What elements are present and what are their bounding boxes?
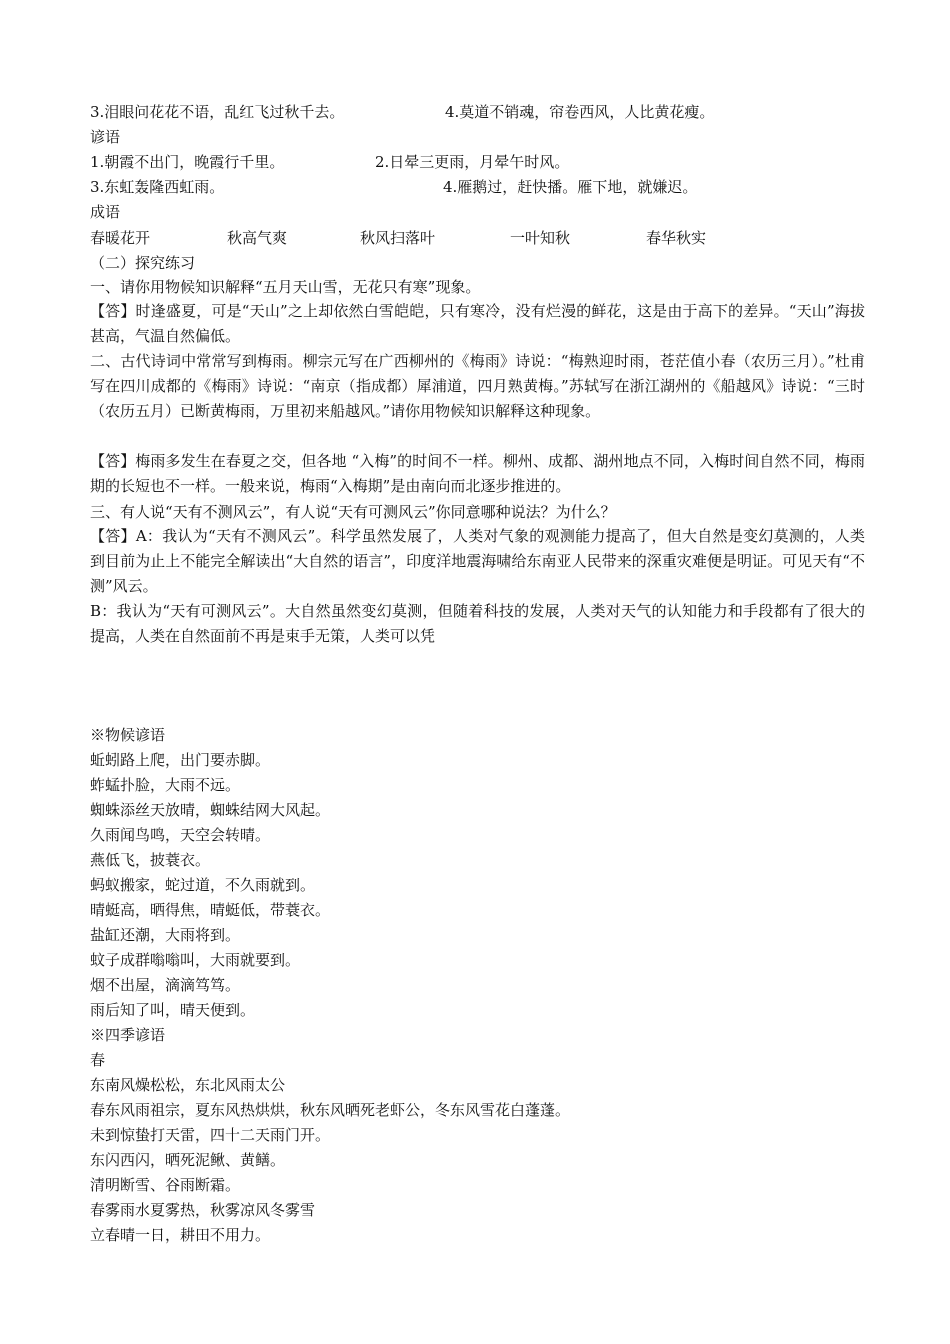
season-item: 春东风雨祖宗，夏东风热烘烘，秋东风晒死老虾公，冬东风雪花白蓬蓬。: [90, 1101, 571, 1119]
idiom-item: 春暖花开: [90, 229, 151, 247]
phenology-item: 雨后知了叫，晴天便到。: [90, 1001, 256, 1019]
answer-3b: B：我认为“天有可测风云”。大自然虽然变幻莫测，但随着科技的发展，人类对天气的认知能力和手段都有了很大的提高，人类在自然面前不再是束手无策，人类可以凭: [90, 602, 865, 645]
spring-label: 春: [90, 1051, 106, 1069]
proverb-item-3: 3.东虹轰隆西虹雨。: [90, 178, 225, 196]
season-item: 清明断雪、谷雨断霜。: [90, 1176, 241, 1194]
idiom-item: 秋风扫落叶: [360, 229, 436, 247]
proverb-item-2: 2.日晕三更雨，月晕午时风。: [375, 153, 570, 171]
answer-1: 【答】时逢盛夏，可是“天山”之上却依然白雪皑皑，只有寒冷，没有烂漫的鲜花，这是由于高下的差异。“天山”海拔甚高，气温自然偏低。: [90, 302, 865, 345]
phenology-item: 蜘蛛添丝天放晴，蜘蛛结网大风起。: [90, 801, 331, 819]
phenology-item: 晴蜓高，晒得焦，晴蜓低，带蓑衣。: [90, 901, 331, 919]
phenology-item: 盐缸还潮，大雨将到。: [90, 926, 241, 944]
question-2: 二、古代诗词中常常写到梅雨。柳宗元写在广西柳州的《梅雨》诗说：“梅熟迎时雨，苍茫值小春（农历三月）。”杜甫写在四川成都的《梅雨》诗说：“南京（指成都）犀浦道，四月熟黄梅。”苏轼写在浙江湖州的《船越风》诗说：“三时（农历五月）已断黄梅雨，万里初来船越风。”请你用物候知识解释这种现象。: [90, 352, 865, 420]
phenology-item: 蚊子成群嗡嗡叫，大雨就要到。: [90, 951, 301, 969]
poem-item-4: 4.莫道不销魂，帘卷西风，人比黄花瘦。: [445, 103, 715, 121]
answer-3a: 【答】A：我认为“天有不测风云”。科学虽然发展了，人类对气象的观测能力提高了，但大自然是变幻莫测的，人类到目前为止上不能完全解读出“大自然的语言”，印度洋地震海啸给东南亚人民带来的深重灾难便是明证。可见天有“不测”风云。: [90, 527, 865, 595]
phenology-item: 久雨闻鸟鸣，天空会转晴。: [90, 826, 271, 844]
season-item: 东南风燥松松，东北风雨太公: [90, 1076, 286, 1094]
phenology-item: 蚯蚓路上爬，出门要赤脚。: [90, 751, 271, 769]
season-item: 立春晴一日，耕田不用力。: [90, 1226, 271, 1244]
idioms-heading: 成语: [90, 203, 121, 221]
phenology-item: 蚂蚁搬家，蛇过道，不久雨就到。: [90, 876, 316, 894]
idiom-item: 秋高气爽: [227, 229, 288, 247]
question-3: 三、有人说“天有不测风云”，有人说“天有可测风云”你同意哪种说法？为什么？: [90, 503, 616, 521]
proverb-item-1: 1.朝霞不出门，晚霞行千里。: [90, 153, 285, 171]
idiom-item: 一叶知秋: [510, 229, 571, 247]
phenology-heading: ※物候谚语: [90, 726, 166, 744]
practice-heading: （二）探究练习: [90, 254, 196, 272]
idiom-item: 春华秋实: [646, 229, 707, 247]
proverbs-heading: 谚语: [90, 128, 121, 146]
seasons-heading: ※四季谚语: [90, 1026, 166, 1044]
poem-item-3: 3.泪眼问花花不语，乱红飞过秋千去。: [90, 103, 345, 121]
question-1: 一、请你用物候知识解释“五月天山雪，无花只有寒”现象。: [90, 278, 481, 296]
phenology-item: 燕低飞，披蓑衣。: [90, 851, 211, 869]
season-item: 东闪西闪，晒死泥鳅、黄鳝。: [90, 1151, 286, 1169]
answer-2: 【答】梅雨多发生在春夏之交，但各地 “入梅”的时间不一样。柳州、成都、湖州地点不同，入梅时间自然不同，梅雨期的长短也不一样。一般来说，梅雨“入梅期”是由南向而北逐步推进的。: [90, 452, 865, 495]
proverb-item-4: 4.雁鹅过，赶快播。雁下地，就嫌迟。: [443, 178, 698, 196]
phenology-item: 蚱蜢扑脸，大雨不远。: [90, 776, 241, 794]
season-item: 未到惊蛰打天雷，四十二天雨门开。: [90, 1126, 331, 1144]
season-item: 春雾雨水夏雾热，秋雾凉风冬雾雪: [90, 1201, 316, 1219]
phenology-item: 烟不出屋，滴滴笃笃。: [90, 976, 241, 994]
